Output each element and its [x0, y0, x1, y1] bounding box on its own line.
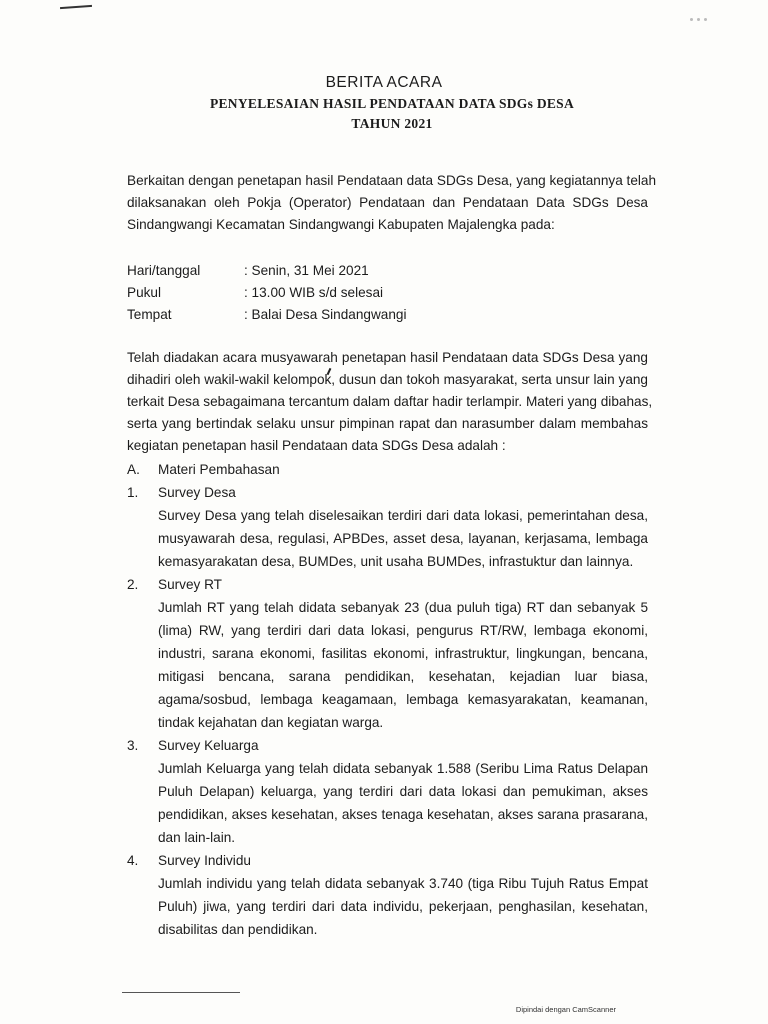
- list-item-marker: 1.: [127, 485, 139, 500]
- list-item-heading: [127, 849, 648, 872]
- list-item-heading: [127, 481, 648, 504]
- scan-artifact-mark: [60, 5, 92, 9]
- info-label: Hari/tanggal: [127, 263, 201, 278]
- list-item-line: Jumlah Keluarga yang telah didata sebanyak 1.588 (Seribu Lima Ratus Delapan: [158, 761, 648, 776]
- list-item-line: Jumlah RT yang telah didata sebanyak 23 (dua puluh tiga) RT dan sebanyak 5: [158, 600, 648, 615]
- list-item-body: [158, 872, 648, 941]
- list-item-heading: [127, 573, 648, 596]
- list-item-line: agama/sosbud, lembaga keagamaan, lembaga kemasyarakatan, keamanan,: [158, 692, 648, 707]
- scan-artifact-dots: [690, 8, 720, 16]
- info-value: : Senin, 31 Mei 2021: [244, 263, 369, 278]
- signature-rule: [122, 992, 240, 993]
- document-subtitle: PENYELESAIAN HASIL PENDATAAN DATA SDGs DESA: [209, 96, 575, 111]
- document-year: TAHUN 2021: [351, 116, 433, 131]
- document-title-block: [0, 72, 768, 134]
- list-item-title: Survey RT: [158, 577, 222, 592]
- document-title: BERITA ACARA: [325, 74, 443, 91]
- list-item-line: musyawarah desa, regulasi, APBDes, asset desa, layanan, kerjasama, lembaga: [158, 531, 648, 546]
- section-marker: A.: [127, 462, 140, 477]
- body-paragraph: [127, 347, 653, 457]
- list-item-body: [158, 596, 648, 734]
- list-item-line: Survey Desa yang telah diselesaikan terdiri dari data lokasi, pemerintahan desa,: [158, 508, 648, 523]
- body-line: Telah diadakan acara musyawarah penetapan hasil Pendataan data SDGs Desa yang: [127, 350, 648, 365]
- body-line: dihadiri oleh wakil-wakil kelompok, dusun dan tokoh masyarakat, serta unsur lain yang: [127, 372, 648, 387]
- list-item-line: pendidikan, akses kesehatan, akses tenaga kesehatan, akses sarana prasarana,: [158, 807, 648, 822]
- info-value: : 13.00 WIB s/d selesai: [244, 285, 384, 300]
- discussion-list: [127, 458, 648, 941]
- list-item-line: tindak kejahatan dan kegiatan warga.: [158, 715, 384, 730]
- list-item-line: industri, sarana ekonomi, fasilitas ekonomi, infrastruktur, lingkungan, bencana,: [158, 646, 648, 661]
- list-item-body: [158, 504, 648, 573]
- body-line: serta yang bertindak selaku unsur pimpinan rapat dan narasumber dalam membahas: [127, 416, 648, 431]
- info-label: Tempat: [127, 307, 172, 322]
- list-item-line: dan lain-lain.: [158, 830, 236, 845]
- body-line: kegiatan penetapan hasil Pendataan data SDGs Desa adalah :: [127, 438, 506, 453]
- list-item-marker: 4.: [127, 853, 139, 868]
- list-item-body: [158, 757, 648, 849]
- list-item-marker: 2.: [127, 577, 139, 592]
- scanner-watermark: Dipindai dengan CamScanner: [515, 1005, 616, 1014]
- list-item-line: disabilitas dan pendidikan.: [158, 922, 318, 937]
- list-item-line: kemasyarakatan desa, BUMDes, unit usaha BUMDes, infrastuktur dan lainnya.: [158, 554, 634, 569]
- list-item-line: Puluh Delapan) keluarga, yang terdiri dari data lokasi dan pemukiman, akses: [158, 784, 648, 799]
- list-item-line: Jumlah individu yang telah didata sebanyak 3.740 (tiga Ribu Tujuh Ratus Empat: [158, 876, 648, 891]
- list-item-line: mitigasi bencana, sarana pendidikan, kesehatan, kejadian luar biasa,: [158, 669, 648, 684]
- list-item-title: Survey Keluarga: [158, 738, 259, 753]
- intro-line: Sindangwangi Kecamatan Sindangwangi Kabupaten Majalengka pada:: [127, 217, 555, 232]
- info-label: Pukul: [127, 285, 162, 300]
- intro-paragraph: [127, 170, 657, 236]
- list-item-line: Puluh) jiwa, yang terdiri dari data individu, pekerjaan, penghasilan, kesehatan,: [158, 899, 648, 914]
- list-item-title: Survey Desa: [158, 485, 236, 500]
- intro-line: dilaksanakan oleh Pokja (Operator) Pendataan dan Pendataan Data SDGs Desa: [127, 195, 648, 210]
- list-item-marker: 3.: [127, 738, 139, 753]
- section-heading: [127, 458, 648, 481]
- list-item-heading: [127, 734, 648, 757]
- list-item-line: (lima) RW, yang terdiri dari data lokasi, pengurus RT/RW, lembaga ekonomi,: [158, 623, 648, 638]
- section-title: Materi Pembahasan: [158, 462, 280, 477]
- list-item-title: Survey Individu: [158, 853, 251, 868]
- intro-line: Berkaitan dengan penetapan hasil Pendataan data SDGs Desa, yang kegiatannya telah: [127, 173, 657, 188]
- info-value: : Balai Desa Sindangwangi: [244, 307, 407, 322]
- body-line: terkait Desa sebagaimana tercantum dalam daftar hadir terlampir. Materi yang dibahas,: [127, 394, 653, 409]
